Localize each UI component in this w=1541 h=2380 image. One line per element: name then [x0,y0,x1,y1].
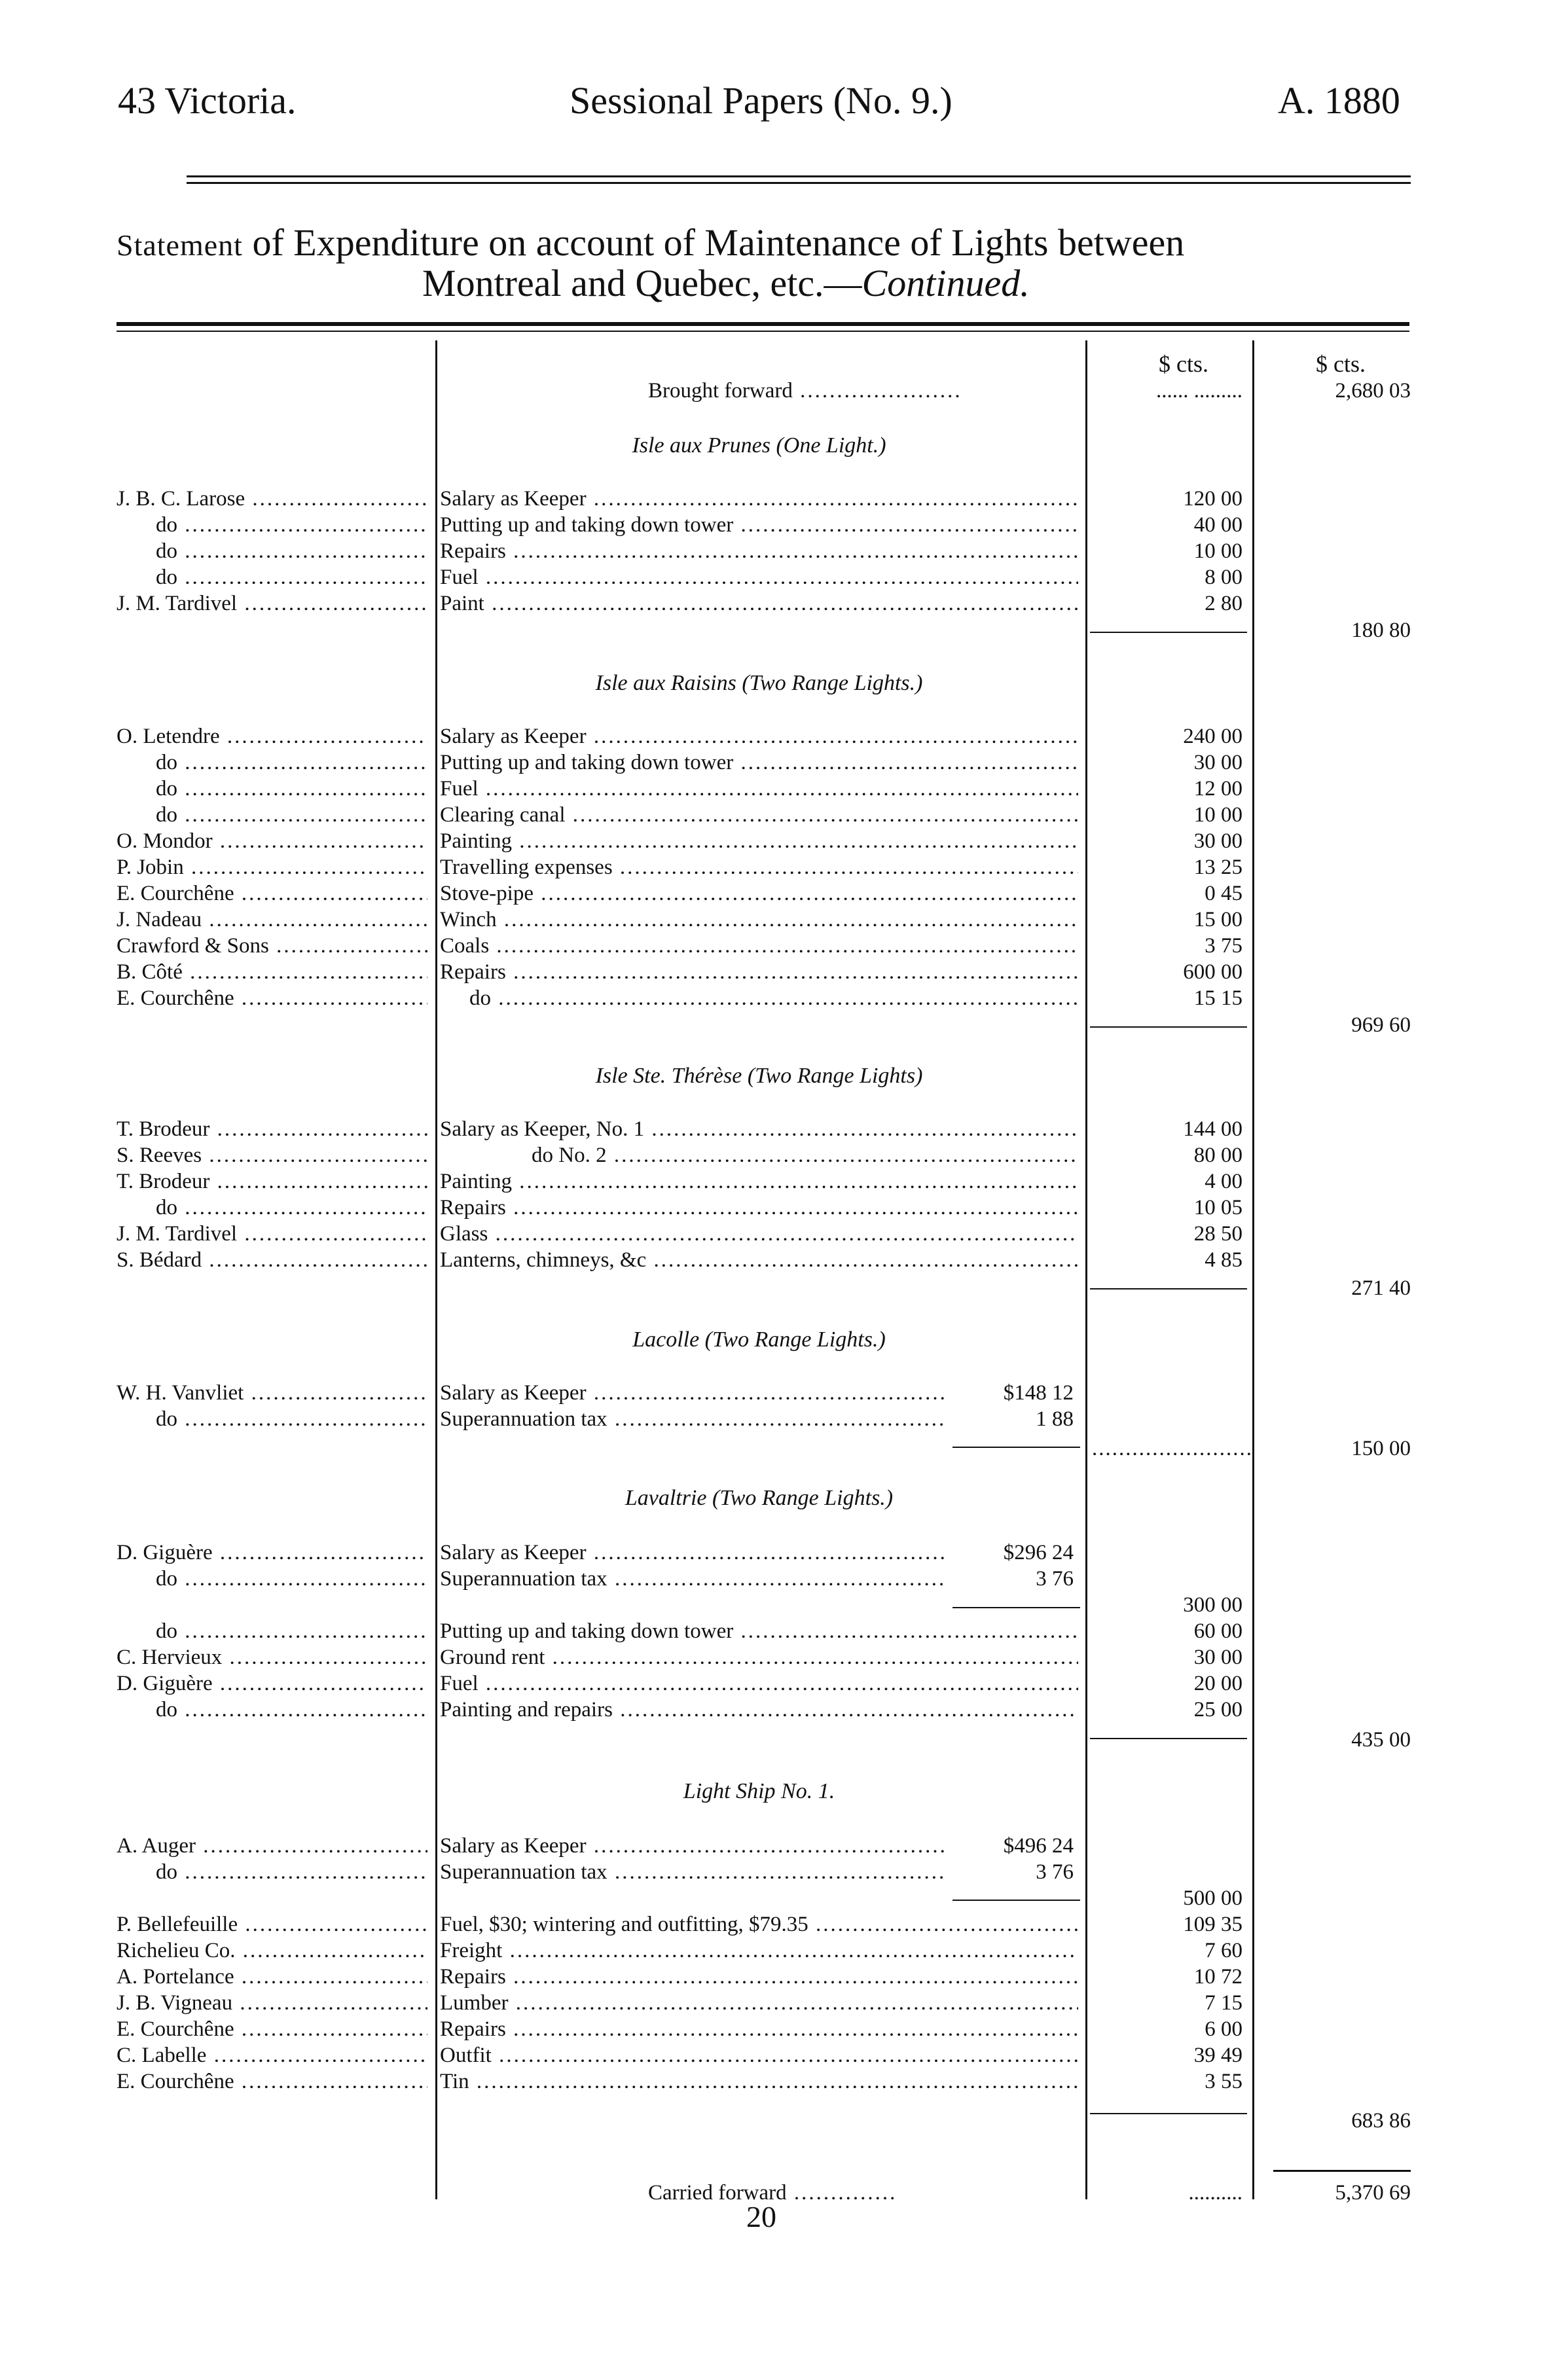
sub-amount: $148 12 [1003,1381,1074,1405]
expense-item: Glass ..... [440,1221,1078,1247]
subtotal-rule [1090,2113,1247,2114]
brought-forward-total: 2,680 03 [1335,379,1411,403]
expense-item: Freight ..... [440,1938,1078,1964]
brought-forward-dots: ...... ......... [1156,379,1242,403]
payee: do ..... [117,1618,427,1644]
section-total: 150 00 [1351,1437,1411,1460]
statement-title-line-1 [117,221,1184,267]
payee: D. Giguère ..... [117,1540,427,1566]
table-row [0,1885,1541,1911]
payee: E. Courchêne ..... [117,985,427,1011]
table-row [0,486,1541,512]
amount: 15 00 [1193,908,1242,931]
combined-dots: ........................ [1092,1437,1253,1460]
amount: 80 00 [1193,1144,1242,1167]
amount: 500 00 [1183,1886,1242,1910]
expense-item: Painting and repairs ..... [440,1697,1078,1723]
payee: A. Auger ..... [117,1833,427,1859]
statement-title-line-2 [422,262,1030,305]
table-row [0,1168,1541,1195]
amount: 3 55 [1205,2070,1242,2093]
subtotal-rule [1090,632,1247,633]
payee: J. M. Tardivel ..... [117,1221,427,1247]
payee: do ..... [117,802,427,828]
expense-item: Winch ..... [440,907,1078,933]
amount: 20 00 [1193,1672,1242,1695]
table-row [0,1380,1541,1406]
amount: 144 00 [1183,1117,1242,1141]
table-row [0,1592,1541,1618]
payee: B. Côté ..... [117,959,427,985]
amount: 120 00 [1183,487,1242,511]
statement-title-continued: Continued. [861,262,1030,304]
table-row [0,1964,1541,1990]
expense-item: Repairs ..... [440,2016,1078,2042]
payee: do ..... [117,512,427,538]
table-row [0,2016,1541,2042]
payee: S. Bédard ..... [117,1247,427,1273]
sub-amount: 1 88 [1036,1407,1074,1431]
subtotal-rule [1090,1288,1247,1289]
section-total: 435 00 [1351,1728,1411,1752]
header-series: Sessional Papers (No. 9.) [570,79,952,122]
subtotal-rule [952,1447,1080,1448]
payee: do ..... [117,1406,427,1432]
payee: D. Giguère ..... [117,1670,427,1697]
amount: 600 00 [1183,960,1242,984]
payee: W. H. Vanvliet ..... [117,1380,427,1406]
amount: 10 00 [1193,803,1242,827]
statement-title-plain: Montreal and Quebec, etc.— [422,262,862,304]
amount: 7 15 [1205,1991,1242,2015]
statement-title-rest: of Expenditure on account of Maintenance of Lights between [252,221,1185,264]
expense-item: Salary as Keeper ..... [440,1380,947,1406]
expense-item: do No. 2 ..... [440,1142,1078,1168]
table-row [0,538,1541,564]
table-row [0,854,1541,880]
amount: 6 00 [1205,2017,1242,2041]
grand-total-rule [1273,2170,1411,2172]
expense-item: Fuel ..... [440,776,1078,802]
expense-item: Lumber ..... [440,1990,1078,2016]
payee: A. Portelance ..... [117,1964,427,1990]
expense-item: Salary as Keeper ..... [440,1833,947,1859]
table-row [0,1911,1541,1938]
title-rule-thin [117,331,1409,332]
amount: 13 25 [1193,856,1242,879]
amount: 300 00 [1183,1593,1242,1617]
payee: do ..... [117,776,427,802]
table-row [0,2068,1541,2095]
payee: do ..... [117,1566,427,1592]
payee: O. Letendre ..... [117,723,427,749]
payee: do ..... [117,1195,427,1221]
payee: Crawford & Sons ..... [117,933,427,959]
table-row [0,959,1541,985]
section-total: 969 60 [1351,1013,1411,1037]
payee: do ..... [117,1859,427,1885]
table-row [0,828,1541,854]
sub-amount: 3 76 [1036,1860,1074,1884]
expense-item: Putting up and taking down tower ..... [440,512,1078,538]
amount: 30 00 [1193,1646,1242,1669]
table-row [0,1644,1541,1670]
title-rule-thick [117,322,1409,326]
payee: Richelieu Co. ..... [117,1938,427,1964]
table-row [0,1990,1541,2016]
expense-item: Painting ..... [440,1168,1078,1195]
payee: E. Courchêne ..... [117,2068,427,2095]
amount: 15 15 [1193,986,1242,1010]
sub-amount: $496 24 [1003,1834,1074,1858]
amount: 28 50 [1193,1222,1242,1246]
expense-item: Salary as Keeper ..... [440,723,1078,749]
expense-item: Fuel ..... [440,1670,1078,1697]
amount: 4 85 [1205,1248,1242,1272]
amount: 39 49 [1193,2044,1242,2067]
table-row [0,1670,1541,1697]
table-row [0,1618,1541,1644]
table-row [0,723,1541,749]
section-total: 180 80 [1351,619,1411,642]
amount: 10 72 [1193,1965,1242,1989]
amount: 240 00 [1183,725,1242,748]
amount: 4 00 [1205,1170,1242,1193]
brought-forward-label: Brought forward ...................... [648,379,962,403]
table-row [0,1247,1541,1273]
table-row [0,802,1541,828]
table-row [0,985,1541,1011]
table-row [0,564,1541,590]
expense-item: Lanterns, chimneys, &c ..... [440,1247,1078,1273]
table-row [0,590,1541,617]
payee: J. M. Tardivel ..... [117,590,427,617]
payee: do ..... [117,564,427,590]
payee: do ..... [117,538,427,564]
expense-item: Stove-pipe ..... [440,880,1078,907]
expense-item: Repairs ..... [440,1964,1078,1990]
table-row [0,776,1541,802]
amount: 12 00 [1193,777,1242,801]
table-row [0,1406,1541,1432]
brought-forward-row [0,378,1541,404]
expense-item: Ground rent ..... [440,1644,1078,1670]
header-volume: 43 Victoria. [118,79,297,122]
header-rule-top [187,175,1411,177]
expense-item: Putting up and taking down tower ..... [440,1618,1078,1644]
table-row [0,1116,1541,1142]
section-title-isle-aux-raisins: Isle aux Raisins (Two Range Lights.) [595,671,923,695]
subtotal-rule [1090,1738,1247,1739]
table-row [0,1221,1541,1247]
payee: T. Brodeur ..... [117,1116,427,1142]
table-row [0,1938,1541,1964]
expense-item: Painting ..... [440,828,1078,854]
table-row [0,749,1541,776]
payee: P. Bellefeuille ..... [117,1911,427,1938]
expense-item: do ..... [440,985,1078,1011]
table-row [0,1142,1541,1168]
amount: 109 35 [1183,1913,1242,1936]
expense-item: Clearing canal ..... [440,802,1078,828]
expense-item: Salary as Keeper, No. 1 ..... [440,1116,1078,1142]
expense-item: Putting up and taking down tower ..... [440,749,1078,776]
payee: do ..... [117,1697,427,1723]
sub-amount: $296 24 [1003,1541,1074,1564]
payee: T. Brodeur ..... [117,1168,427,1195]
payee: do ..... [117,749,427,776]
payee: J. Nadeau ..... [117,907,427,933]
expense-item: Fuel ..... [440,564,1078,590]
amount: 60 00 [1193,1619,1242,1643]
table-row [0,1195,1541,1221]
section-title-lacolle: Lacolle (Two Range Lights.) [632,1327,886,1352]
expense-item: Repairs ..... [440,1195,1078,1221]
header-year: A. 1880 [1278,79,1400,122]
amount: 0 45 [1205,882,1242,905]
subtotal-rule [1090,1026,1247,1028]
sub-amount: 3 76 [1036,1567,1074,1591]
expense-item: Tin ..... [440,2068,1078,2095]
payee: O. Mondor ..... [117,828,427,854]
payee: C. Hervieux ..... [117,1644,427,1670]
statement-title-lead: Statement [117,228,243,262]
column-header-amounts: $ cts. [1159,351,1208,377]
amount: 8 00 [1205,566,1242,589]
section-title-isle-aux-prunes: Isle aux Prunes (One Light.) [632,433,886,458]
payee: C. Labelle ..... [117,2042,427,2068]
table-row [0,1697,1541,1723]
amount: 7 60 [1205,1939,1242,1962]
section-title-light-ship: Light Ship No. 1. [683,1779,835,1803]
table-row [0,1833,1541,1859]
expense-item: Paint ..... [440,590,1078,617]
amount: 30 00 [1193,829,1242,853]
section-total: 683 86 [1351,2109,1411,2133]
section-title-lavaltrie: Lavaltrie (Two Range Lights.) [625,1486,894,1510]
table-row [0,512,1541,538]
table-row [0,907,1541,933]
table-row [0,1859,1541,1885]
column-header-totals: $ cts. [1316,351,1366,377]
expense-item: Outfit ..... [440,2042,1078,2068]
page-number: 20 [746,2200,776,2233]
carried-forward-label: Carried forward .............. [648,2181,897,2205]
amount: 10 05 [1193,1196,1242,1219]
expense-item: Repairs ..... [440,538,1078,564]
header-rule-bottom [187,182,1411,184]
table-row [0,880,1541,907]
expense-item: Travelling expenses ..... [440,854,1078,880]
table-row [0,2042,1541,2068]
payee: E. Courchêne ..... [117,880,427,907]
carried-forward-total: 5,370 69 [1335,2181,1411,2205]
carried-forward-dots: .......... [1188,2181,1242,2205]
payee: E. Courchêne ..... [117,2016,427,2042]
expense-item: Salary as Keeper ..... [440,1540,947,1566]
section-total: 271 40 [1351,1276,1411,1300]
amount: 10 00 [1193,539,1242,563]
table-row [0,933,1541,959]
section-title-isle-ste-therese: Isle Ste. Thérèse (Two Range Lights) [595,1064,923,1088]
amount: 40 00 [1193,513,1242,537]
payee: S. Reeves ..... [117,1142,427,1168]
expense-item: Fuel, $30; wintering and outfitting, $79.35 ..... [440,1911,1078,1938]
table-row [0,1566,1541,1592]
expense-item: Coals ..... [440,933,1078,959]
amount: 2 80 [1205,592,1242,615]
amount: 3 75 [1205,934,1242,958]
amount: 25 00 [1193,1698,1242,1722]
payee: J. B. Vigneau ..... [117,1990,427,2016]
expense-item: Salary as Keeper ..... [440,486,1078,512]
table-row [0,1540,1541,1566]
expense-item: Repairs ..... [440,959,1078,985]
payee: J. B. C. Larose ..... [117,486,427,512]
expense-item: Superannuation tax ..... [440,1859,947,1885]
payee: P. Jobin ..... [117,854,427,880]
expense-item: Superannuation tax ..... [440,1566,947,1592]
expense-item: Superannuation tax ..... [440,1406,947,1432]
amount: 30 00 [1193,751,1242,774]
